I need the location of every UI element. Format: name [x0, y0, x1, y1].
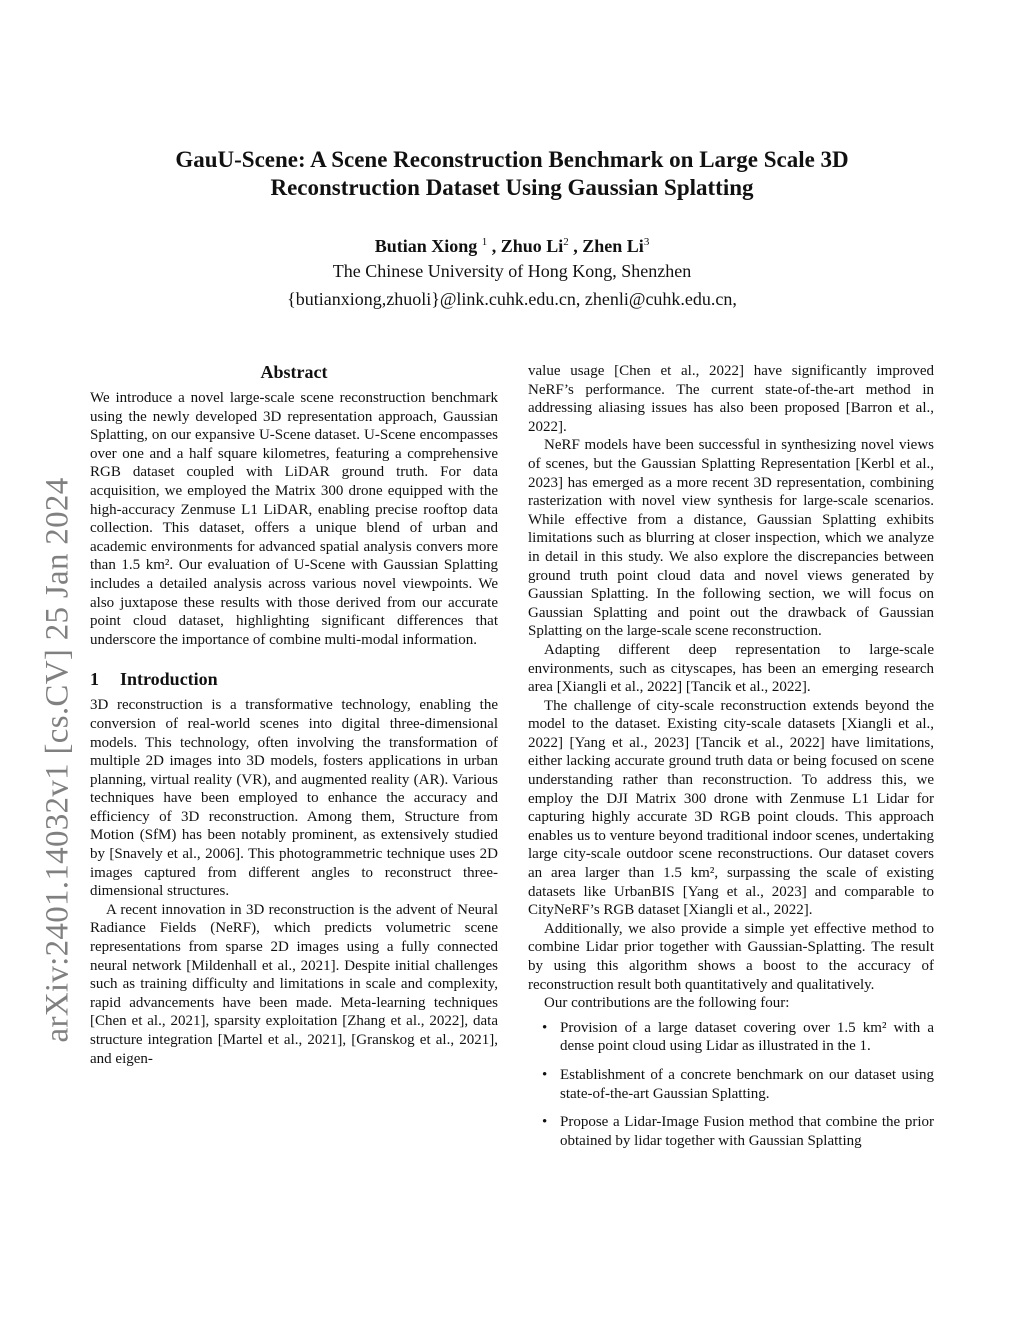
arxiv-identifier-stamp: arXiv:2401.14032v1 [cs.CV] 25 Jan 2024: [39, 477, 76, 1043]
author-2: Zhuo Li: [500, 236, 564, 256]
right-column: [528, 362, 934, 1160]
intro-paragraph-2: A recent innovation in 3D reconstruction is the advent of Neural Radiance Fields (NeRF), which predicts volumetric scene representations from sparse 2D images using a fully connected neural network [Mildenhall et al., 2021]. Despite initial challenges such as training difficulty and limitations in scale and complexity, rapid advancements have been made. Meta-learning techniques [Chen et al., 2021], sparsity exploitation [Zhang et al., 2022], data structure integration [Martel et al., 2021], [Granskog et al., 2021], and eigen-: [90, 901, 498, 1067]
list-item: • Establishment of a concrete benchmark on our dataset using state-of-the-art Gaussian Splatting.: [528, 1066, 934, 1103]
right-paragraph-5: Additionally, we also provide a simple yet effective method to combine Lidar prior together with Gaussian-Splatting. The result by using this algorithm shows a boost to the accuracy of reconstruction result both quantitatively and qualitatively.: [528, 920, 934, 993]
author-3: Zhen Li: [582, 236, 644, 256]
section-heading-introduction: [90, 667, 498, 691]
section-number: 1: [90, 669, 99, 690]
author-2-affil: 2: [563, 236, 569, 248]
title-line-2: Reconstruction Dataset Using Gaussian Splatting: [270, 175, 754, 200]
author-1: Butian Xiong: [374, 236, 478, 256]
right-paragraph-3: Adapting different deep representation to large-scale environments, such as cityscapes, has been an emerging research area [Xiangli et al., 2022] [Tancik et al., 2022].: [528, 641, 934, 696]
intro-paragraph-1: 3D reconstruction is a transformative technology, enabling the conversion of real-world scenes into digital three-dimensional models. This technology, often involving the transformation of multiple 2D images into 3D models, fosters applications in urban planning, virtual reality (VR), and augmented reality (AR). Various techniques have been employed to enhance the accuracy and efficiency of 3D reconstruction. Among them, Structure from Motion (SfM) has been notably prominent, as extensively studied by [Snavely et al., 2006]. This photogrammetric technique uses 2D images captured from different angles to reconstruct three-dimensional structures.: [90, 697, 498, 900]
author-separator-1: ,: [487, 236, 501, 256]
author-emails: {butianxiong,zhuoli}@link.cuhk.edu.cn, zhenli@cuhk.edu.cn,: [287, 289, 737, 309]
author-3-affil: 3: [643, 236, 650, 248]
title-line-1: GauU-Scene: A Scene Reconstruction Benchmark on Large Scale 3D: [175, 147, 849, 172]
left-column: [90, 360, 498, 1068]
title-block: [0, 146, 1024, 202]
list-item: • Provision of a large dataset covering over 1.5 km² with a dense point cloud using Lidar as illustrated in the 1.: [528, 1019, 934, 1056]
abstract-text: We introduce a novel large-scale scene reconstruction benchmark using the newly developed 3D representation approach, Gaussian Splatting, on our expansive U-Scene dataset. U-Scene encompasses over one and a half square kilometres, featuring a comprehensive RGB dataset coupled with LiDAR ground truth. For data acquisition, we employed the Matrix 300 drone equipped with the high-accuracy Zenmuse L1 LiDAR, enabling precise rooftop data collection. This dataset, offers a unique blend of urban and academic environments for advanced spatial analysis convers more than 1.5 km². Our evaluation of U-Scene with Gaussian Splatting includes a detailed analysis across various novel viewpoints. We also juxtapose these results with those derived from our accurate point cloud dataset, highlighting significant differences that underscore the importance of combine multi-modal information.: [90, 390, 498, 648]
list-item: • Propose a Lidar-Image Fusion method that combine the prior obtained by lidar together with Gaussian Splatting: [528, 1113, 934, 1150]
author-separator-2: ,: [568, 236, 583, 256]
author-list: [0, 230, 1024, 258]
paper-title: [0, 146, 1024, 202]
right-paragraph-1: value usage [Chen et al., 2022] have significantly improved NeRF’s performance. The current state-of-the-art method in addressing aliasing issues has also been proposed [Barron et al., 2022].: [528, 363, 934, 435]
author-1-affil: 1: [481, 236, 488, 248]
right-paragraph-6: Our contributions are the following four:: [544, 995, 790, 1012]
affiliation: The Chinese University of Hong Kong, Shenzhen: [332, 261, 692, 281]
right-paragraph-4: The challenge of city-scale reconstruction extends beyond the model to the dataset. Existing city-scale datasets [Xiangli et al., 2022] [Yang et al., 2023] [Tancik et al., 2022] have limitations, either lacking accurate ground truth data or being focused on scene understanding rather than reconstruction. To address this, we employ the DJI Matrix 300 drone with Zenmuse L1 Lidar for capturing highly accurate 3D RGB point clouds. This approach enables us to venture beyond traditional indoor scenes, undertaking large city-scale outdoor scene reconstructions. Our dataset covers an area larger than 1.5 km², surpassing the scale of existing datasets like UrbanBIS [Yang et al., 2023] and comparable to CityNeRF’s RGB dataset [Xiangli et al., 2022].: [528, 697, 934, 919]
section-title: Introduction: [120, 669, 218, 690]
contributions-list: [528, 1019, 934, 1151]
right-paragraph-2: NeRF models have been successful in synthesizing novel views of scenes, but the Gaussian Splatting Representation [Kerbl et al., 2023] has emerged as a more recent 3D representation, combining rasterization with novel view synthesis for large-scale scenarios. While effective from a distance, Gaussian Splatting exhibits limitations such as blurring at closer inspection, which we analyze in detail in this study. We also explore the discrepancies between ground truth point cloud data and novel views generated by Gaussian Splatting. In the following section, we will focus on Gaussian Splatting and point out the drawback of Gaussian Splatting on the large-scale scene reconstruction.: [528, 437, 934, 640]
abstract-heading: Abstract: [260, 362, 328, 382]
